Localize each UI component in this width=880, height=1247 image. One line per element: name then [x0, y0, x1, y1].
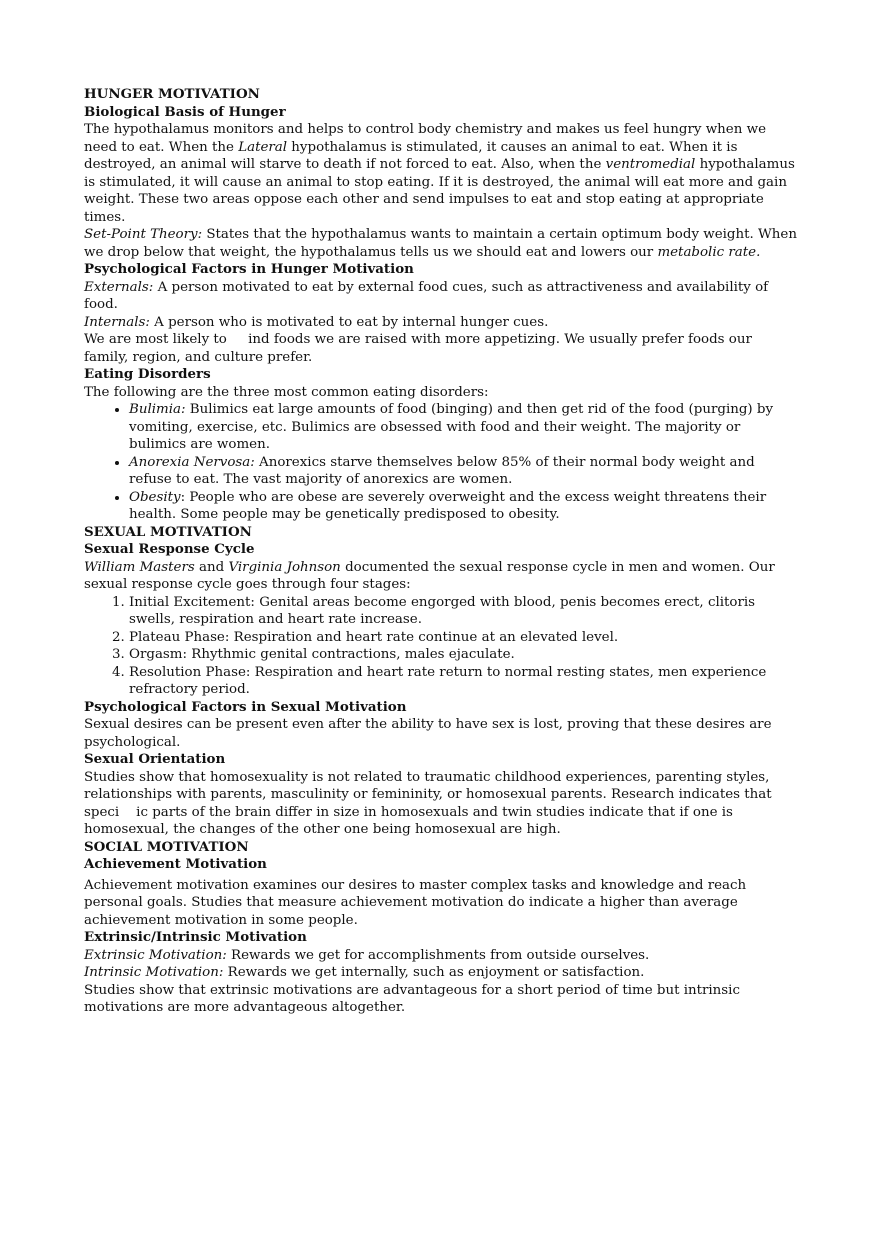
- section-title-hunger: HUNGER MOTIVATION: [84, 86, 260, 102]
- paragraph-sexual-response-cycle: William Masters and Virginia Johnson documented the sexual response cycle in men and women. Our sexual response cycle goes through four stages:: [84, 559, 775, 592]
- heading-biological-basis: Biological Basis of Hunger: [84, 103, 286, 120]
- paragraph-sexual-orientation: Studies show that homosexuality is not related to traumatic childhood experiences, parenting styles, relationships with parents, masculinity or femininity, or homosexual parents. Research indicates that speci ic parts of the brain differ in size in homosexuals and twin studies indicate that if one is homosexual, the changes of the other one being homosexual are high.: [84, 769, 776, 837]
- section-title-sexual: SEXUAL MOTIVATION: [84, 523, 252, 540]
- section-title-social: SOCIAL MOTIVATION: [84, 838, 249, 855]
- heading-psych-hunger: Psychological Factors in Hunger Motivation: [84, 261, 414, 277]
- paragraph-internals: Internals: A person who is motivated to eat by internal hunger cues.: [84, 314, 549, 330]
- heading-sexual-orientation: Sexual Orientation: [84, 751, 226, 767]
- list-item-stage: 1. Initial Excitement: Genital areas become engorged with blood, penis becomes erect, clitoris swells, respiration and heart rate increase.: [129, 594, 800, 629]
- paragraph-eating-intro: The following are the three most common eating disorders:: [84, 384, 489, 400]
- heading-psych-sexual: Psychological Factors in Sexual Motivation: [84, 698, 407, 715]
- heading-achievement-motivation: Achievement Motivation: [84, 856, 267, 872]
- heading-extrinsic-intrinsic: Extrinsic/Intrinsic Motivation: [84, 929, 307, 945]
- paragraph-externals: Externals: A person motivated to eat by external food cues, such as attractiveness and availability of food.: [84, 279, 769, 312]
- paragraph-set-point-theory: Set-Point Theory: States that the hypothalamus wants to maintain a certain optimum body weight. When we drop below that weight, the hypothalamus tells us we should eat and lowers our metabolic rate.: [84, 227, 797, 260]
- paragraph-biological-basis: The hypothalamus monitors and helps to control body chemistry and makes us feel hungry when we need to eat. When the Lateral hypothalamus is stimulated, it causes an animal to eat. When it is destroyed, an animal will starve to death if not forced to eat. Also, when the ventromedial hypothalamus is stimulated, it will cause an animal to stop eating. If it is destroyed, the animal will eat more and gain weight. These two areas oppose each other and send impulses to eat and stop eating at appropriate times.: [84, 122, 795, 225]
- paragraph-conclusion: Studies show that extrinsic motivations are advantageous for a short period of time but intrinsic motivations are more advantageous altogether.: [84, 982, 740, 1015]
- paragraph-intrinsic: Intrinsic Motivation: Rewards we get internally, such as enjoyment or satisfaction.: [84, 965, 645, 980]
- heading-eating-disorders: Eating Disorders: [84, 366, 211, 382]
- list-item-stage: 3. Orgasm: Rhythmic genital contractions, males ejaculate.: [129, 646, 800, 664]
- heading-sexual-response-cycle: Sexual Response Cycle: [84, 541, 255, 557]
- list-item-stage: 4. Resolution Phase: Respiration and heart rate return to normal resting states, men experience refractory period.: [129, 664, 800, 699]
- paragraph-extrinsic: Extrinsic Motivation: Rewards we get for accomplishments from outside ourselves.: [84, 947, 650, 963]
- paragraph-psych-sexual: Sexual desires can be present even after the ability to have sex is lost, proving that these desires are psychological.: [84, 717, 772, 750]
- paragraph-achievement-motivation: Achievement motivation examines our desires to master complex tasks and knowledge and reach personal goals. Studies that measure achievement motivation do indicate a higher than average achievement motivation in some people.: [84, 877, 747, 928]
- paragraph-food-preference: We are most likely to ind foods we are raised with more appetizing. We usually prefer foods our family, region, and culture prefer.: [84, 332, 757, 365]
- response-stages-list: [84, 594, 800, 699]
- document-page: [84, 86, 800, 1017]
- eating-disorders-list: [84, 401, 800, 524]
- list-item-stage: 2. Plateau Phase: Respiration and heart rate continue at an elevated level.: [129, 629, 800, 647]
- list-item-anorexia: • Anorexia Nervosa: Anorexics starve themselves below 85% of their normal body weight and refuse to eat. The vast majority of anorexics are women.: [129, 454, 800, 489]
- list-item-obesity: • Obesity: People who are obese are severely overweight and the excess weight threatens their health. Some people may be genetically predisposed to obesity.: [129, 489, 800, 524]
- list-item-bulimia: • Bulimia: Bulimics eat large amounts of food (binging) and then get rid of the food (purging) by vomiting, exercise, etc. Bulimics are obsessed with food and their weight. The majority or bulimics are women.: [129, 401, 800, 454]
